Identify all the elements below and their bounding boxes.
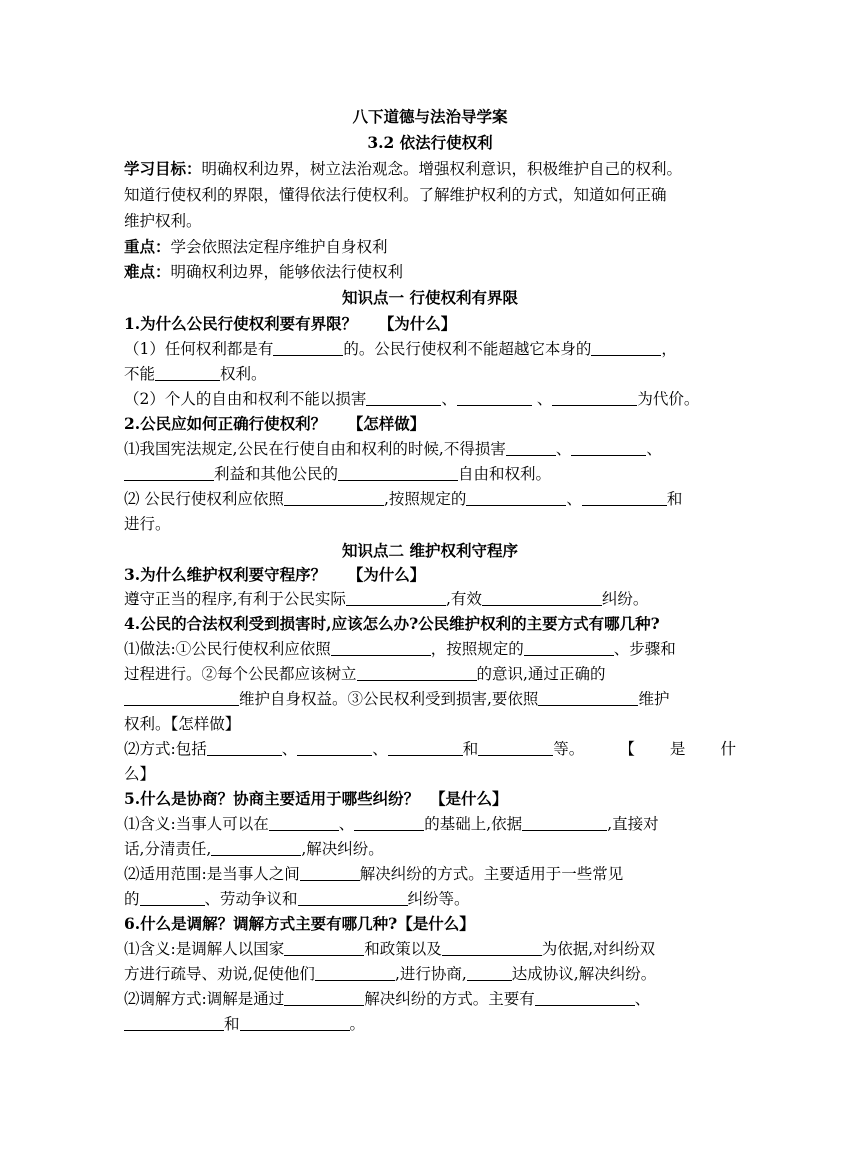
fill-blank[interactable] xyxy=(284,490,384,506)
fill-blank[interactable] xyxy=(354,815,424,831)
q2-line-2 xyxy=(124,463,736,485)
question-1-tag: 【为什么】 xyxy=(378,314,457,333)
fill-blank[interactable] xyxy=(207,740,282,756)
text: 纠纷等。 xyxy=(407,890,470,908)
fill-blank[interactable] xyxy=(297,740,372,756)
q5-line-2 xyxy=(124,838,736,860)
q4-line-6: 么】 xyxy=(124,765,156,783)
text: ,直接对 xyxy=(607,815,659,833)
text: ⑴做法:①公民行使权利应依照 xyxy=(124,640,331,658)
fill-blank[interactable] xyxy=(124,1015,224,1031)
fill-blank[interactable] xyxy=(478,740,553,756)
text: 和 xyxy=(666,490,683,508)
text: 的。公民行使权利不能超越它本身的 xyxy=(343,340,592,358)
fill-blank[interactable] xyxy=(346,590,446,606)
text: 、 xyxy=(441,390,457,408)
text: 达成协议,解决纠纷。 xyxy=(511,965,657,983)
text: （2）个人的自由和权利不能以损害 xyxy=(124,390,367,408)
text: 自由和权利。 xyxy=(458,465,552,483)
q5-line-1 xyxy=(124,813,736,835)
text: 维护自身权益。③公民权利受到损害,要依照 xyxy=(239,690,539,708)
objectives-label: 学习目标： xyxy=(124,159,202,178)
fill-blank[interactable] xyxy=(482,590,602,606)
fill-blank[interactable] xyxy=(124,465,214,481)
key-point-label: 重点： xyxy=(124,237,171,256)
question-5 xyxy=(124,788,736,810)
text: 为代价。 xyxy=(637,390,700,408)
text: 和政策以及 xyxy=(364,940,442,958)
q4-line-5-body xyxy=(124,738,584,760)
difficulty-text: 明确权利边界，能够依法行使权利 xyxy=(170,263,404,281)
text: 、步骤和 xyxy=(613,640,676,658)
fill-blank[interactable] xyxy=(442,940,542,956)
text: 维护 xyxy=(638,690,670,708)
fill-blank[interactable] xyxy=(357,665,477,681)
question-4: 4.公民的合法权利受到损害时,应该怎么办?公民维护权利的主要方式有哪几种? xyxy=(124,614,660,633)
fill-blank[interactable] xyxy=(240,1015,350,1031)
learning-objectives-line-1 xyxy=(124,158,736,180)
objectives-text: 明确权利边界，树立法治观念。增强权利意识，积极维护自己的权利。 xyxy=(201,160,683,178)
q6-line-1 xyxy=(124,938,736,960)
text: 的基础上,依据 xyxy=(424,815,523,833)
question-1-text: 1.为什么公民行使权利要有界限？ xyxy=(124,314,358,333)
fill-blank[interactable] xyxy=(155,365,220,381)
section-2-heading: 知识点二 维护权利守程序 xyxy=(342,541,518,560)
q1-line-3 xyxy=(124,388,736,410)
key-point-text: 学会依照法定程序维护自身权利 xyxy=(170,238,388,256)
fill-blank[interactable] xyxy=(582,490,667,506)
learning-objectives-line-2: 知道行使权利的界限，懂得依法行使权利。了解维护权利的方式，知道如何正确 xyxy=(124,186,667,204)
fill-blank[interactable] xyxy=(331,640,431,656)
text: ,按照规定的 xyxy=(383,490,467,508)
text: 、 xyxy=(536,390,553,408)
fill-blank[interactable] xyxy=(140,890,205,906)
text: ,有效 xyxy=(445,590,482,608)
difficulty-line xyxy=(124,261,736,283)
fill-blank[interactable] xyxy=(571,440,646,456)
text: 、 xyxy=(372,740,388,758)
text: 为依据,对纠纷双 xyxy=(541,940,656,958)
tag-bracket: 【 xyxy=(619,740,635,758)
q5-line-4 xyxy=(124,888,736,910)
fill-blank[interactable] xyxy=(211,840,301,856)
fill-blank[interactable] xyxy=(338,465,458,481)
tag-char: 什 xyxy=(720,740,736,758)
text: 等。 xyxy=(553,740,585,758)
text: ⑴含义:当事人可以在 xyxy=(124,815,269,833)
text: 解决纠纷的方式。主要有 xyxy=(364,990,535,1008)
text: ⑵方式:包括 xyxy=(124,740,207,758)
tag-char: 是 xyxy=(669,740,686,758)
fill-blank[interactable] xyxy=(366,390,441,406)
text: ,解决纠纷。 xyxy=(301,840,384,858)
fill-blank[interactable] xyxy=(388,740,463,756)
text: ⑵ 公民行使权利应依照 xyxy=(124,490,284,508)
fill-blank[interactable] xyxy=(284,940,364,956)
q4-line-5 xyxy=(124,738,736,760)
section-1-heading: 知识点一 行使权利有界限 xyxy=(342,288,518,307)
question-2 xyxy=(124,413,736,435)
q6-line-4 xyxy=(124,1013,736,1035)
text: 权利。 xyxy=(220,365,267,383)
text: ， xyxy=(661,340,677,358)
fill-blank[interactable] xyxy=(273,340,343,356)
question-5-tag: 【是什么】 xyxy=(429,789,508,808)
question-3-text: 3.为什么维护权利要守程序？ xyxy=(124,565,327,584)
text: 、劳动争议和 xyxy=(204,890,298,908)
q4-line-4: 权利。【怎样做】 xyxy=(124,715,241,733)
q4-line-1 xyxy=(124,638,736,660)
fill-blank[interactable] xyxy=(298,890,408,906)
text: 解决纠纷的方式。主要适用于一些常见 xyxy=(359,865,624,883)
text: 和 xyxy=(462,740,479,758)
text: 的意识,通过正确的 xyxy=(476,665,606,683)
q4-line-2 xyxy=(124,663,736,685)
document-title: 八下道德与法治导学案 xyxy=(352,107,508,126)
fill-blank[interactable] xyxy=(300,865,360,881)
q1-line-1 xyxy=(124,338,736,360)
fill-blank[interactable] xyxy=(124,690,239,706)
fill-blank[interactable] xyxy=(535,990,635,1006)
q5-line-3 xyxy=(124,863,736,885)
text: 遵守正当的程序,有利于公民实际 xyxy=(124,590,346,608)
text: （1）任何权利都是有 xyxy=(124,340,274,358)
text: ⑴我国宪法规定,公民在行使自由和权利的时候,不得损害 xyxy=(124,440,506,458)
fill-blank[interactable] xyxy=(284,990,364,1006)
fill-blank[interactable] xyxy=(591,340,661,356)
question-2-text: 2.公民应如何正确行使权利？ xyxy=(124,414,327,433)
text: 、 xyxy=(338,815,355,833)
text: ,进行协商, xyxy=(394,965,467,983)
text: 利益和其他公民的 xyxy=(214,465,339,483)
fill-blank[interactable] xyxy=(552,390,637,406)
fill-blank[interactable] xyxy=(524,640,614,656)
fill-blank[interactable] xyxy=(315,965,395,981)
q6-line-2 xyxy=(124,963,736,985)
text: 方进行疏导、劝说,促使他们 xyxy=(124,965,315,983)
text: ⑵调解方式:调解是通过 xyxy=(124,990,285,1008)
q2-line-1 xyxy=(124,438,736,460)
lesson-title: 3.2 依法行使权利 xyxy=(367,133,493,152)
text: 、 xyxy=(646,440,662,458)
question-6: 6.什么是调解？调解方式主要有哪几种?【是什么】 xyxy=(124,914,475,933)
text: 、 xyxy=(281,740,298,758)
q1-line-2 xyxy=(124,363,736,385)
text: ⑵适用范围:是当事人之间 xyxy=(124,865,300,883)
fill-blank[interactable] xyxy=(269,815,339,831)
text: 的 xyxy=(124,890,140,908)
q3-line-1 xyxy=(124,588,736,610)
difficulty-label: 难点： xyxy=(124,262,171,281)
text: 过程进行。②每个公民都应该树立 xyxy=(124,665,357,683)
question-1 xyxy=(124,313,736,335)
question-3-tag: 【为什么】 xyxy=(347,565,426,584)
text: 话,分清责任, xyxy=(124,840,212,858)
q2-line-3 xyxy=(124,488,736,510)
question-3 xyxy=(124,564,736,586)
q4-line-3 xyxy=(124,688,736,710)
text: 、 xyxy=(555,440,572,458)
fill-blank[interactable] xyxy=(522,815,607,831)
q2-line-4: 进行。 xyxy=(124,515,171,533)
text: ⑴含义:是调解人以国家 xyxy=(124,940,285,958)
text: 。 xyxy=(349,1015,366,1033)
text: 和 xyxy=(224,1015,240,1033)
question-2-tag: 【怎样做】 xyxy=(347,414,426,433)
fill-blank[interactable] xyxy=(538,690,638,706)
fill-blank[interactable] xyxy=(466,490,566,506)
text: 、 xyxy=(566,490,582,508)
learning-objectives-line-3: 维护权利。 xyxy=(124,212,202,230)
text: 、 xyxy=(634,990,651,1008)
fill-blank[interactable] xyxy=(506,440,556,456)
text: 纠纷。 xyxy=(601,590,649,608)
q6-line-3 xyxy=(124,988,736,1010)
fill-blank[interactable] xyxy=(457,390,532,406)
fill-blank[interactable] xyxy=(467,965,512,981)
key-point-line xyxy=(124,236,736,258)
question-5-text: 5.什么是协商？协商主要适用于哪些纠纷？ xyxy=(124,789,420,808)
text: 不能 xyxy=(124,365,156,383)
text: ，按照规定的 xyxy=(430,640,524,658)
